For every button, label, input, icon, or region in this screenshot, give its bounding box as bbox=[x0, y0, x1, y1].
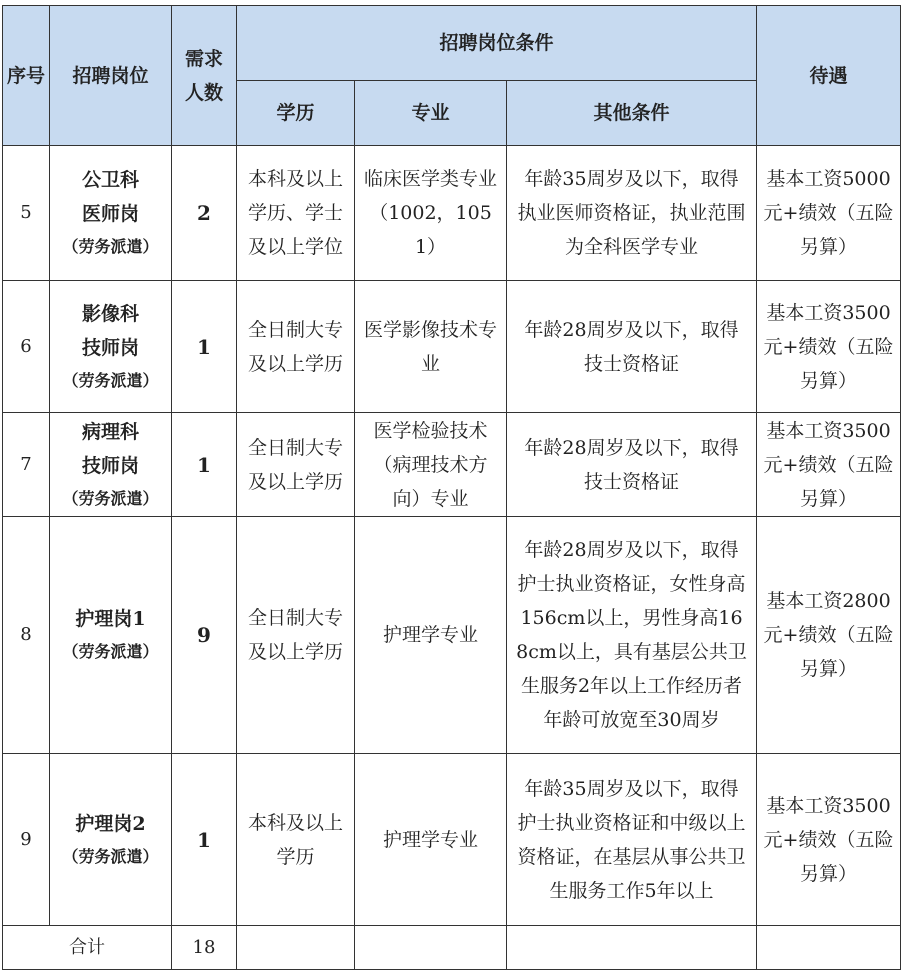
education-cell: 全日制大专及以上学历 bbox=[237, 281, 355, 413]
major-cell: 医学检验技术（病理技术方向）专业 bbox=[355, 413, 507, 517]
table-row bbox=[3, 413, 901, 517]
education-cell: 本科及以上学历 bbox=[237, 754, 355, 926]
position-note: （劳务派遣） bbox=[62, 642, 159, 661]
other-cell: 年龄35周岁及以下，取得护士执业资格证和中级以上资格证，在基层从事公共卫生服务工作5年以上 bbox=[507, 754, 757, 926]
count-cell: 9 bbox=[172, 517, 237, 754]
total-count: 18 bbox=[172, 926, 237, 970]
empty-cell bbox=[355, 926, 507, 970]
position-name-line: 护理岗1 bbox=[75, 608, 146, 630]
header-other: 其他条件 bbox=[507, 81, 757, 146]
education-cell: 全日制大专及以上学历 bbox=[237, 413, 355, 517]
total-row bbox=[3, 926, 901, 970]
count-cell: 2 bbox=[172, 146, 237, 281]
other-cell: 年龄35周岁及以下，取得执业医师资格证，执业范围为全科医学专业 bbox=[507, 146, 757, 281]
benefits-cell: 基本工资2800元+绩效（五险另算） bbox=[757, 517, 901, 754]
major-cell: 临床医学类专业（1002，1051） bbox=[355, 146, 507, 281]
header-seq: 序号 bbox=[3, 6, 50, 146]
count-cell: 1 bbox=[172, 754, 237, 926]
seq-cell: 9 bbox=[3, 754, 50, 926]
position-name-line: 医师岗 bbox=[81, 203, 139, 225]
seq-cell: 6 bbox=[3, 281, 50, 413]
position-cell bbox=[50, 517, 172, 754]
education-cell: 本科及以上学历、学士及以上学位 bbox=[237, 146, 355, 281]
count-cell: 1 bbox=[172, 413, 237, 517]
major-cell: 护理学专业 bbox=[355, 754, 507, 926]
position-name-line: 病理科 bbox=[81, 420, 139, 443]
count-cell: 1 bbox=[172, 281, 237, 413]
seq-cell: 8 bbox=[3, 517, 50, 754]
major-cell: 医学影像技术专业 bbox=[355, 281, 507, 413]
empty-cell bbox=[237, 926, 355, 970]
position-note: （劳务派遣） bbox=[62, 237, 159, 256]
table-row bbox=[3, 146, 901, 281]
position-cell bbox=[50, 281, 172, 413]
benefits-cell: 基本工资3500元+绩效（五险另算） bbox=[757, 754, 901, 926]
empty-cell bbox=[507, 926, 757, 970]
benefits-cell: 基本工资3500元+绩效（五险另算） bbox=[757, 281, 901, 413]
header-position: 招聘岗位 bbox=[50, 6, 172, 146]
header-education: 学历 bbox=[237, 81, 355, 146]
education-cell: 全日制大专及以上学历 bbox=[237, 517, 355, 754]
position-name-line: 护理岗2 bbox=[75, 812, 146, 835]
position-note: （劳务派遣） bbox=[62, 488, 159, 508]
recruitment-table bbox=[2, 5, 901, 970]
position-cell bbox=[50, 413, 172, 517]
header-benefits: 待遇 bbox=[757, 6, 901, 146]
benefits-cell: 基本工资5000元+绩效（五险另算） bbox=[757, 146, 901, 281]
other-cell: 年龄28周岁及以下，取得护士执业资格证，女性身高156cm以上，男性身高168cm以上，具有基层公共卫生服务2年以上工作经历者年龄可放宽至30周岁 bbox=[507, 517, 757, 754]
total-label: 合计 bbox=[3, 926, 172, 970]
header-major: 专业 bbox=[355, 81, 507, 146]
table-row bbox=[3, 754, 901, 926]
position-note: （劳务派遣） bbox=[62, 846, 159, 866]
position-cell bbox=[50, 146, 172, 281]
position-note: （劳务派遣） bbox=[62, 370, 159, 390]
empty-cell bbox=[757, 926, 901, 970]
other-cell: 年龄28周岁及以下，取得技士资格证 bbox=[507, 281, 757, 413]
position-name-line: 影像科 bbox=[81, 302, 139, 325]
seq-cell: 5 bbox=[3, 146, 50, 281]
position-name-line: 技师岗 bbox=[81, 454, 139, 477]
header-demand: 需求人数 bbox=[172, 6, 237, 146]
position-name-line: 技师岗 bbox=[81, 336, 139, 359]
seq-cell: 7 bbox=[3, 413, 50, 517]
benefits-cell: 基本工资3500元+绩效（五险另算） bbox=[757, 413, 901, 517]
header-conditions: 招聘岗位条件 bbox=[237, 6, 757, 81]
position-cell bbox=[50, 754, 172, 926]
table-row bbox=[3, 281, 901, 413]
other-cell: 年龄28周岁及以下，取得技士资格证 bbox=[507, 413, 757, 517]
position-name-line: 公卫科 bbox=[81, 169, 139, 191]
table-row bbox=[3, 517, 901, 754]
major-cell: 护理学专业 bbox=[355, 517, 507, 754]
